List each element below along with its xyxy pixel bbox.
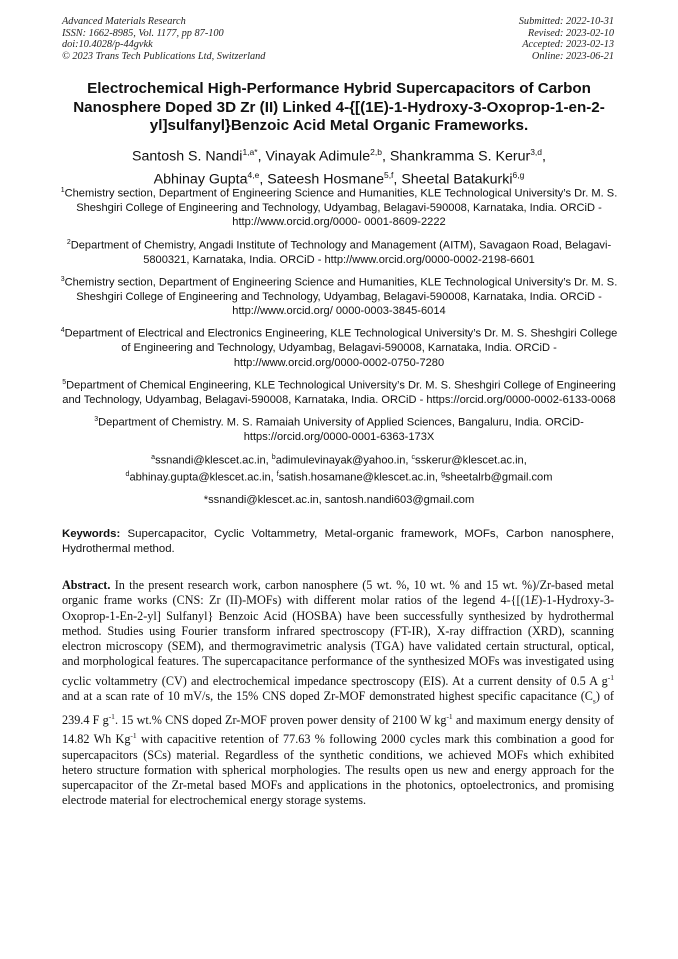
journal-name: Advanced Materials Research — [62, 16, 186, 27]
affiliation-text: Department of Chemistry, Angadi Institute of Technology and Management (AITM), Savagaon Road, Belagavi-5800321, Karnataka, India. ORCiD - http://www.orcid.org/0000-0002-2198-6601 — [70, 239, 612, 266]
abstract-sup: -1 — [607, 672, 614, 682]
email-address: sskerur@klescet.ac.in, — [415, 454, 527, 467]
author-name: Shankramma S. Kerur — [389, 148, 531, 165]
abstract-sup: -1 — [108, 711, 115, 721]
abstract-italic-e: E — [530, 593, 539, 608]
email-address: sheetalrb@gmail.com — [445, 471, 553, 484]
abstract-text: with capacitive retention of 77.63 % following 2000 cycles mark this combination a good for supercapacitors (SCs) material. Regardless of the synthetic conditions, we achieved MOFs which exhibited hetero structure formation with spherical morphologies. The results open us new and energy approach for the supercapacitor of the Zr-metal based MOFs and applications in the photonics, optoelectronics, and promising electrode material for electrochemical energy storage systems. — [62, 732, 614, 808]
email-sup: g — [441, 470, 445, 478]
author-sep: , — [257, 148, 266, 165]
author-sep: , — [259, 171, 268, 188]
affiliation — [58, 324, 620, 370]
author-line-1 — [40, 143, 638, 166]
abstract-label: Abstract. — [62, 578, 111, 592]
email-sup: d — [125, 470, 130, 478]
abstract-text: and at a scan rate of 10 mV/s, the 15% CNS doped Zr-MOF demonstrated highest specific capacitance (C — [62, 689, 593, 704]
affiliation-text: Chemistry section, Department of Engineering Science and Humanities, KLE Technological University’s Dr. M. S. Sheshgiri College of Engineering and Technology, Udyambag, Belagavi-590008, Karnataka, India. ORCiD - http://www.orcid.org/ 0000-0003-3845-6014 — [64, 276, 618, 318]
affiliation-sup: 3 — [94, 416, 99, 424]
journal-info — [62, 16, 265, 62]
affiliation-sup: 2 — [66, 238, 71, 246]
abstract-text: In the present research work, carbon nanosphere (5 wt. %, 10 wt. % and 15 wt. %)/Zr-based metal organic frame works (CNS: Zr (II)-MOFs) with different molar ratios of the legend 4-{[(1 — [62, 578, 614, 608]
email-address: adimulevinayak@yahoo.in, — [275, 454, 412, 467]
abstract-text: . 15 wt.% CNS doped Zr-MOF proven power density of 2100 W kg — [114, 712, 447, 727]
author-sup: 1,a* — [242, 147, 258, 157]
author-sup: 5,f — [383, 169, 394, 180]
email-sup: b — [271, 453, 276, 461]
author-name: Santosh S. Nandi — [132, 148, 243, 165]
affiliation-text: Department of Electrical and Electronics Engineering, KLE Technological University’s Dr. M. S. Sheshgiri College of Engineering and Technology, Udyambag, Belagavi-590008, Karnataka, India. ORCiD - http://www.orcid.org/0000-0002-0750-7280 — [64, 328, 618, 369]
email-line-1 — [58, 451, 620, 468]
affiliation-sup: 3 — [60, 275, 65, 283]
affiliation — [58, 376, 620, 407]
abstract-sup: -1 — [446, 711, 453, 721]
keywords-label: Keywords: — [62, 528, 121, 540]
accepted-date: Accepted: 2023-02-13 — [522, 39, 614, 51]
abstract-section — [62, 578, 614, 809]
affiliations — [58, 184, 620, 507]
author-name: Sateesh Hosmane — [267, 171, 384, 188]
author-name: Abhinay Gupta — [153, 171, 248, 188]
author-name: Vinayak Adimule — [265, 148, 371, 165]
author-name: Sheetal Batakurki — [401, 171, 513, 188]
author-sup: 3,d — [530, 147, 543, 157]
publication-dates — [519, 16, 614, 62]
affiliation-sup: 1 — [60, 187, 65, 194]
author-sep: , — [381, 148, 390, 165]
affiliation-text: Department of Chemistry. M. S. Ramaiah University of Applied Sciences, Bangaluru, India. ORCiD-https://orcid.org/0000-0001-6363-173X — [98, 416, 584, 444]
email-sup: c — [411, 453, 416, 461]
affiliation — [58, 184, 620, 230]
submitted-date: Submitted: 2022-10-31 — [518, 16, 614, 27]
affiliation — [58, 273, 620, 319]
online-date: Online: 2023-06-21 — [531, 50, 614, 62]
abstract-sub: s — [592, 696, 596, 706]
keywords-section — [62, 527, 614, 557]
email-address: satish.hosamane@klescet.ac.in, — [278, 471, 442, 484]
abstract-text: and maximum energy density of 14.82 Wh Kg — [62, 712, 614, 747]
affiliation — [58, 413, 620, 444]
email-sup: f — [276, 470, 279, 478]
abstract-text: ) of 239.4 F g — [62, 689, 614, 727]
abstract-text: )-1-Hydroxy-3-Oxoprop-1-En-2-yl] Sulfanyl} Benzoic Acid (HOSBA) have been successfully synthesized by hydrothermal method. Studies using Fourier transform infrared spectroscopy (FT-IR), X-ray diffraction (XRD), scanning electron microscopy (SEM), and thermogravimetric analysis (TGA) have validated certain structural, optical, and morphological features. The supercapacitance performance of the synthesized MOFs was investigated using cyclic voltammetry (CV) and electrochemical impedance spectroscopy (EIS). At a current density of 0.5 A g — [62, 593, 614, 688]
author-sup: 4,e — [247, 169, 260, 180]
author-list — [40, 143, 638, 188]
paper-title: Electrochemical High-Performance Hybrid Supercapacitors of Carbon Nanosphere Doped 3D Zr (II) Linked 4-{[(1E)-1-Hydroxy-3-Oxoprop-1-en-2-yl]sulfanyl}Benzoic Acid Metal Organic Frameworks. — [73, 80, 605, 134]
author-sep: , — [393, 171, 402, 188]
author-sup: 6,g — [512, 169, 525, 180]
abstract-sup: -1 — [130, 731, 137, 741]
issn-line: ISSN: 1662-8985, Vol. 1177, pp 87-100 — [62, 27, 224, 39]
email-line-2 — [58, 468, 620, 485]
email-list — [58, 451, 620, 485]
email-address: abhinay.gupta@klescet.ac.in, — [129, 471, 277, 484]
affiliation-sup: 5 — [62, 379, 67, 387]
doi-line: doi:10.4028/p-44gvkk — [62, 39, 153, 51]
keywords-text: Supercapacitor, Cyclic Voltammetry, Metal-organic framework, MOFs, Carbon nanosphere, Hydrothermal method. — [62, 528, 614, 555]
copyright-line: © 2023 Trans Tech Publications Ltd, Switzerland — [62, 50, 266, 62]
email-sup: a — [151, 453, 156, 461]
affiliation-text: Department of Chemical Engineering, KLE Technological University’s Dr. M. S. Sheshgiri College of Engineering and Technology, Udyambag, Belagavi-590008, Karnataka, India. ORCiD - https://orcid.org/0000-0002-6133-0068 — [62, 379, 616, 406]
affiliation-text: Chemistry section, Department of Engineering Science and Humanities, KLE Technological University’s Dr. M. S. Sheshgiri College of Engineering and Technology, Udyambag, Belagavi-590008, Karnataka, India. ORCiD - http://www.orcid.org/0000- 0001-8609-2222 — [64, 187, 618, 229]
affiliation — [58, 236, 620, 267]
email-address: ssnandi@klescet.ac.in, — [155, 454, 272, 467]
author-sep: , — [542, 148, 546, 165]
affiliation-sup: 4 — [60, 327, 65, 335]
revised-date: Revised: 2023-02-10 — [527, 27, 614, 39]
corresponding-email: *ssnandi@klescet.ac.in, santosh.nandi603@gmail.com — [203, 493, 475, 506]
author-sup: 2,b — [370, 147, 382, 157]
